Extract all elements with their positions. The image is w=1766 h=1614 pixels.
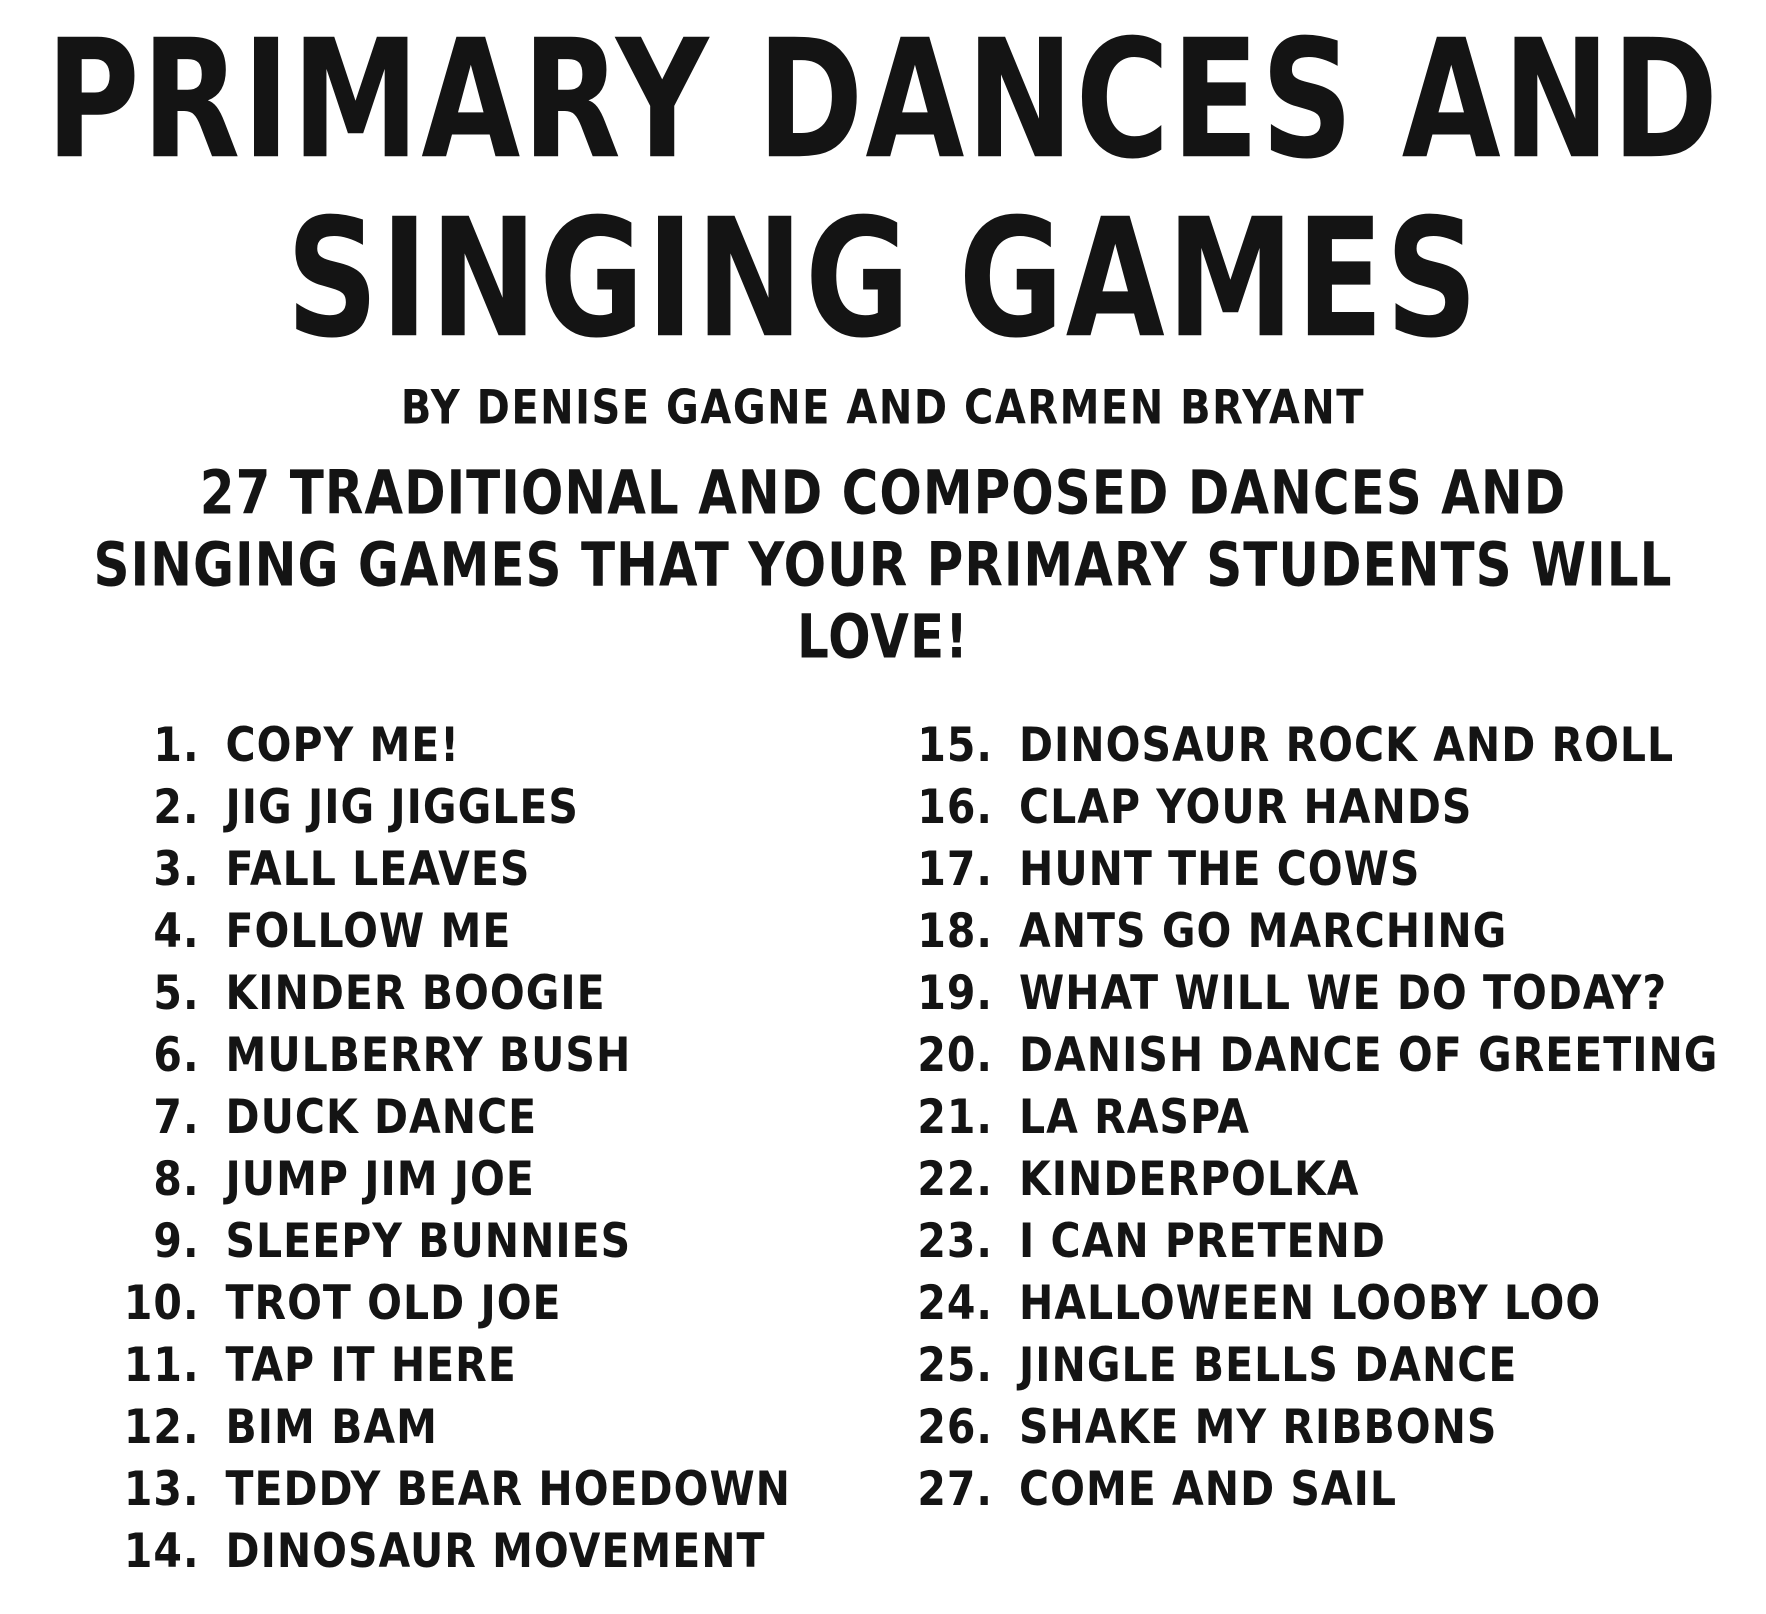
list-item-number: 7. [153, 1089, 200, 1145]
subtitle: 27 TRADITIONAL AND COMPOSED DANCES AND SINGING GAMES THAT YOUR PRIMARY STUDENTS WILL LOVE! [93, 457, 1673, 673]
list-item-number: 22. [917, 1151, 993, 1207]
list-item-number: 27. [917, 1461, 993, 1517]
list-item-label: JUMP JIM JOE [225, 1151, 535, 1207]
page-title-line-1: PRIMARY DANCES AND [45, 5, 1721, 196]
list-item-label: COME AND SAIL [1019, 1461, 1398, 1517]
list-item-number: 8. [153, 1151, 200, 1207]
list-item-number: 20. [917, 1027, 993, 1083]
list-item-label: MULBERRY BUSH [225, 1027, 632, 1083]
list-item-label: JINGLE BELLS DANCE [1019, 1337, 1518, 1393]
list-item-label: WHAT WILL WE DO TODAY? [1019, 965, 1668, 1021]
list-item-number: 1. [153, 717, 200, 773]
list-item-label: COPY ME! [225, 717, 460, 773]
list-item [901, 1453, 1718, 1525]
list-item-label: ANTS GO MARCHING [1019, 903, 1508, 959]
list-item-number: 3. [153, 841, 200, 897]
list-item-label: BIM BAM [225, 1399, 438, 1455]
list-item-number: 18. [917, 903, 993, 959]
list-item-label: KINDERPOLKA [1019, 1151, 1360, 1207]
contents-list [40, 714, 1726, 1582]
contents-left-column [108, 714, 791, 1582]
list-item-number: 11. [123, 1337, 200, 1393]
list-item-label: KINDER BOOGIE [225, 965, 606, 1021]
list-item [108, 1515, 791, 1587]
list-item-number: 21. [917, 1089, 993, 1145]
list-item-number: 17. [917, 841, 993, 897]
list-item-label: DINOSAUR MOVEMENT [225, 1523, 766, 1579]
list-item-label: TROT OLD JOE [225, 1275, 562, 1331]
list-item-label: SHAKE MY RIBBONS [1019, 1399, 1498, 1455]
list-item-number: 25. [917, 1337, 993, 1393]
list-item-number: 4. [153, 903, 200, 959]
list-item-number: 5. [153, 965, 200, 1021]
list-item-label: CLAP YOUR HANDS [1019, 779, 1473, 835]
list-item-number: 15. [917, 717, 993, 773]
list-item-number: 26. [917, 1399, 993, 1455]
list-item-number: 12. [123, 1399, 200, 1455]
list-item-label: DUCK DANCE [225, 1089, 538, 1145]
byline: BY DENISE GAGNE AND CARMEN BRYANT [400, 380, 1366, 436]
list-item-label: TAP IT HERE [225, 1337, 517, 1393]
list-item-number: 24. [917, 1275, 993, 1331]
list-item-number: 2. [153, 779, 200, 835]
page-title-line-2: SINGING GAMES [286, 183, 1480, 375]
list-item-number: 16. [917, 779, 993, 835]
list-item-number: 13. [123, 1461, 200, 1517]
list-item-label: LA RASPA [1019, 1089, 1250, 1145]
list-item-label: FALL LEAVES [225, 841, 531, 897]
list-item-label: SLEEPY BUNNIES [225, 1213, 632, 1269]
list-item-number: 14. [123, 1523, 200, 1579]
list-item-label: I CAN PRETEND [1019, 1213, 1386, 1269]
list-item-label: DANISH DANCE OF GREETING [1019, 1027, 1719, 1083]
list-item-label: HALLOWEEN LOOBY LOO [1019, 1275, 1602, 1331]
list-item-label: JIG JIG JIGGLES [225, 779, 579, 835]
list-item-number: 6. [153, 1027, 200, 1083]
list-item-number: 9. [153, 1213, 200, 1269]
list-item-number: 10. [123, 1275, 200, 1331]
list-item-label: HUNT THE COWS [1019, 841, 1421, 897]
list-item-label: FOLLOW ME [225, 903, 512, 959]
list-item-number: 23. [917, 1213, 993, 1269]
contents-right-column [901, 714, 1718, 1582]
title-block [40, 0, 1726, 375]
list-item-label: DINOSAUR ROCK AND ROLL [1019, 717, 1675, 773]
list-item-label: TEDDY BEAR HOEDOWN [225, 1461, 791, 1517]
list-item-number: 19. [917, 965, 993, 1021]
